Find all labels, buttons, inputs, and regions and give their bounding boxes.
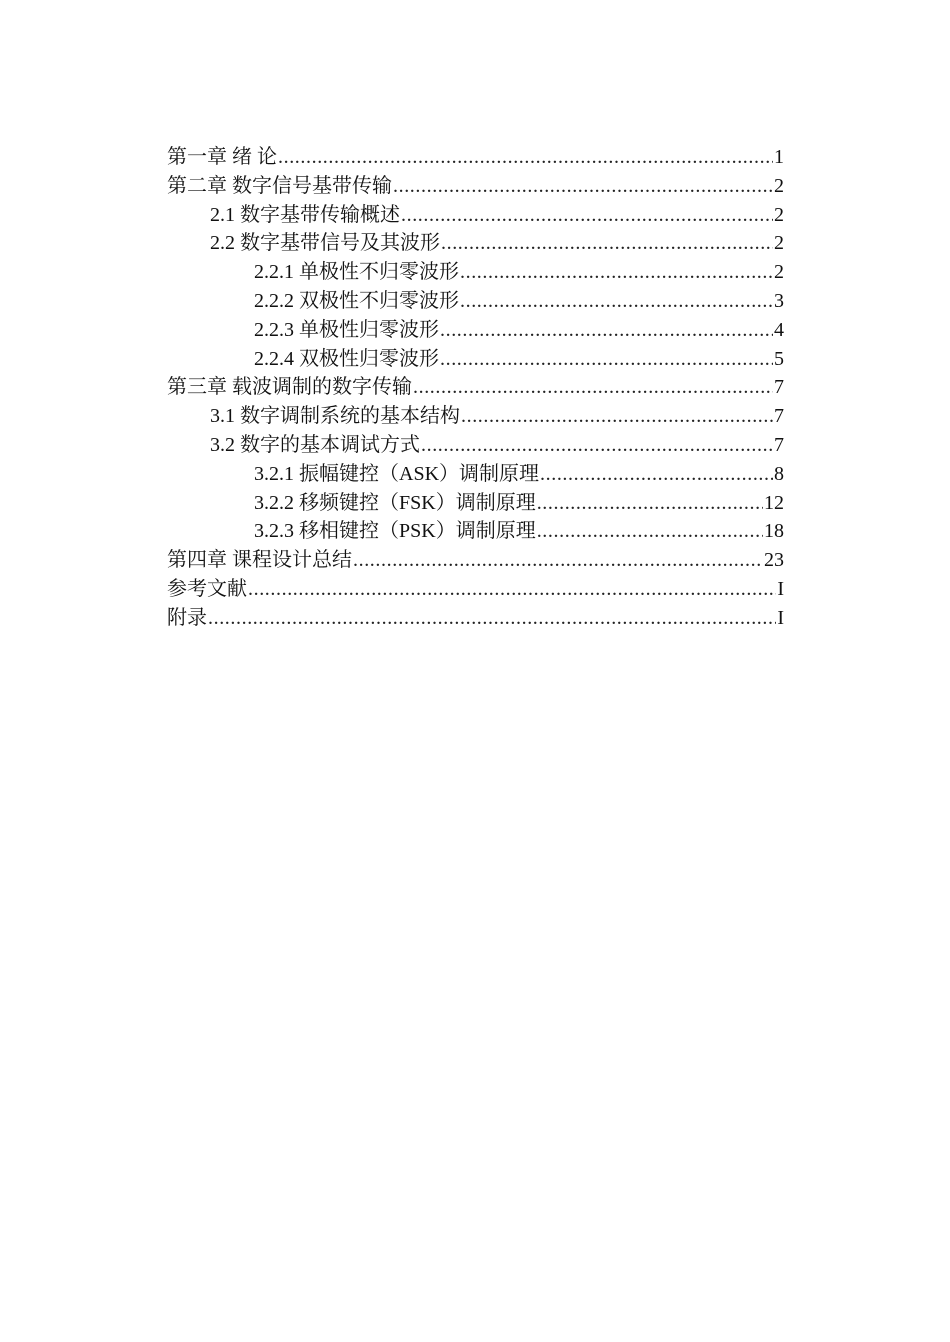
- toc-dot-leader: [540, 463, 773, 486]
- toc-entry[interactable]: [167, 543, 784, 572]
- toc-entry-label: 附录: [167, 606, 207, 629]
- toc-entry[interactable]: [167, 428, 784, 457]
- toc-entry-label: 2.2 数字基带信号及其波形: [210, 232, 440, 255]
- toc-entry-page: 3: [774, 289, 784, 312]
- toc-entry-page: 5: [774, 347, 784, 370]
- toc-dot-leader: [401, 204, 773, 227]
- toc-dot-leader: [208, 607, 776, 630]
- toc-dot-leader: [248, 578, 776, 601]
- toc-dot-leader: [278, 146, 773, 169]
- toc-dot-leader: [441, 232, 773, 255]
- toc-entry[interactable]: [167, 370, 784, 399]
- toc-entry-label: 2.2.3 单极性归零波形: [254, 318, 439, 341]
- toc-dot-leader: [461, 405, 773, 428]
- toc-entry[interactable]: [167, 140, 784, 169]
- toc-entry-page: 2: [774, 261, 784, 284]
- toc-entry[interactable]: [167, 313, 784, 342]
- toc-entry[interactable]: [167, 514, 784, 543]
- toc-dot-leader: [393, 175, 773, 198]
- toc-entry-page: 7: [774, 405, 784, 428]
- toc-entry-page: I: [777, 606, 784, 629]
- toc-entry-page: I: [777, 577, 784, 600]
- toc-entry-page: 1: [774, 146, 784, 168]
- toc-entry[interactable]: [167, 198, 784, 227]
- toc-dot-leader: [421, 434, 773, 457]
- toc-dot-leader: [537, 492, 763, 515]
- toc-entry[interactable]: [167, 572, 784, 601]
- toc-entry-page: 2: [774, 174, 784, 197]
- toc-entry[interactable]: [167, 601, 784, 630]
- toc-entry-page: 12: [764, 491, 784, 514]
- toc-dot-leader: [537, 520, 763, 543]
- toc-entry-label: 3.2.1 振幅键控（ASK）调制原理: [254, 462, 540, 485]
- toc-entry-label: 3.2.3 移相键控（PSK）调制原理: [254, 520, 536, 543]
- toc-entry-label: 2.2.4 双极性归零波形: [254, 347, 439, 370]
- toc-entry-label: 3.1 数字调制系统的基本结构: [210, 405, 460, 428]
- toc-entry-label: 第一章 绪 论: [167, 146, 277, 168]
- toc-entry-page: 7: [774, 433, 784, 456]
- toc-entry-label: 3.2.2 移频键控（FSK）调制原理: [254, 491, 536, 514]
- toc-entry[interactable]: [167, 486, 784, 515]
- toc-entry-page: 7: [774, 376, 784, 399]
- toc-entry-page: 2: [774, 203, 784, 226]
- toc-dot-leader: [413, 376, 773, 399]
- toc-entry-label: 2.2.1 单极性不归零波形: [254, 261, 459, 284]
- toc-dot-leader: [353, 549, 763, 572]
- toc-entry[interactable]: [167, 342, 784, 371]
- toc-entry-page: 23: [764, 549, 784, 572]
- toc-entry-label: 参考文献: [167, 577, 247, 600]
- toc-entry-label: 第三章 载波调制的数字传输: [167, 376, 412, 399]
- toc-entry[interactable]: [167, 255, 784, 284]
- toc-dot-leader: [460, 290, 773, 313]
- toc-entry[interactable]: [167, 169, 784, 198]
- table-of-contents: [167, 140, 784, 630]
- toc-entry[interactable]: [167, 457, 784, 486]
- toc-entry-label: 3.2 数字的基本调试方式: [210, 433, 420, 456]
- toc-entry-page: 8: [774, 462, 784, 485]
- toc-entry[interactable]: [167, 284, 784, 313]
- toc-entry-label: 第四章 课程设计总结: [167, 549, 352, 572]
- toc-entry-page: 18: [764, 520, 784, 543]
- toc-dot-leader: [440, 319, 773, 342]
- toc-entry[interactable]: [167, 399, 784, 428]
- toc-dot-leader: [440, 348, 773, 371]
- toc-entry-label: 2.1 数字基带传输概述: [210, 203, 400, 226]
- toc-entry-label: 第二章 数字信号基带传输: [167, 174, 392, 197]
- toc-entry[interactable]: [167, 226, 784, 255]
- toc-dot-leader: [460, 261, 773, 284]
- toc-entry-label: 2.2.2 双极性不归零波形: [254, 289, 459, 312]
- toc-entry-page: 2: [774, 232, 784, 255]
- toc-entry-page: 4: [774, 318, 784, 341]
